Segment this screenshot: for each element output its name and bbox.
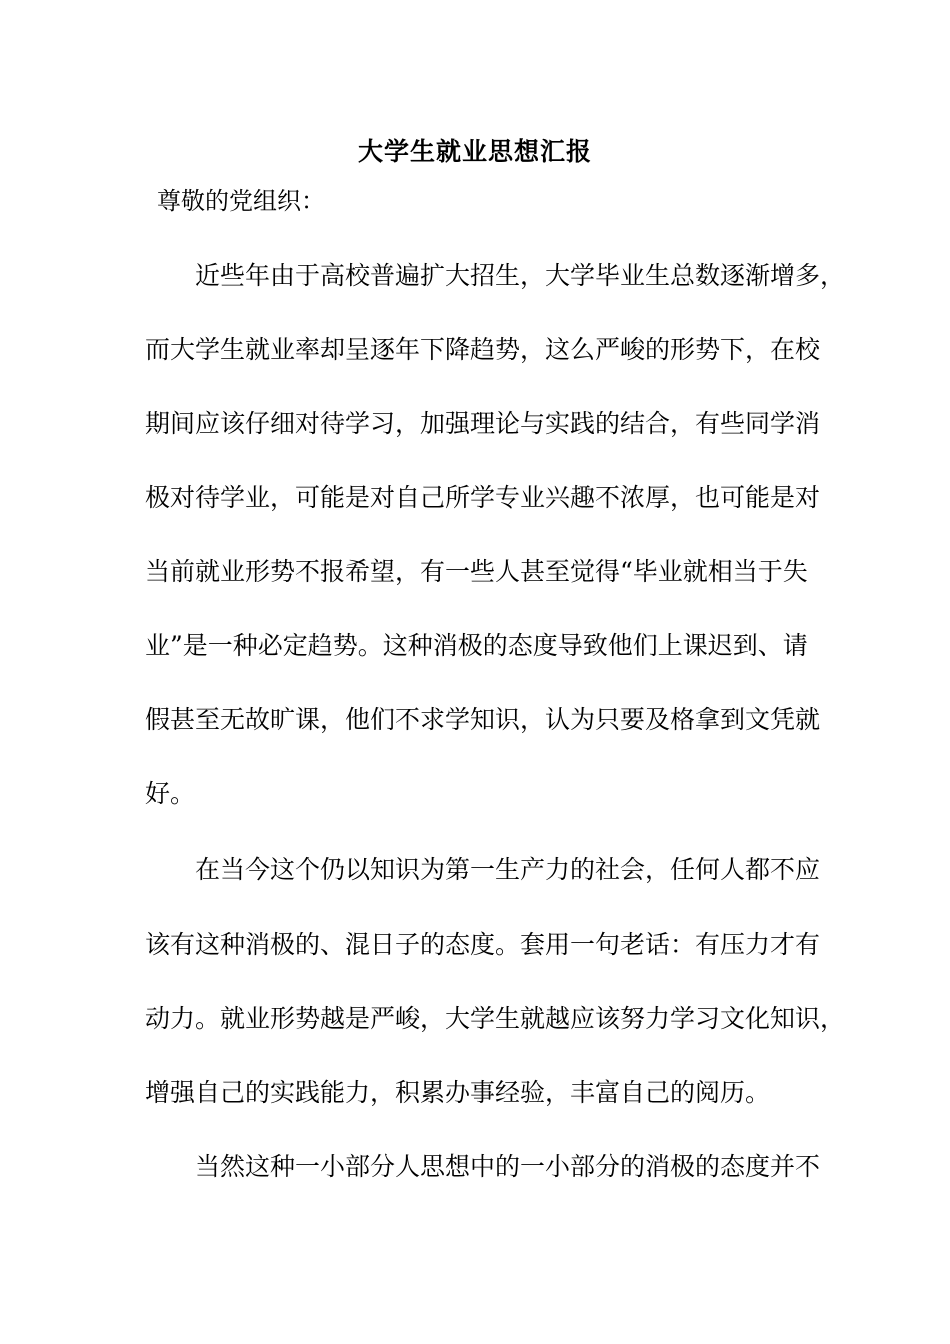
text-line: 当然这种一小部分人思想中的一小部分的消极的态度并不 — [145, 1152, 821, 1181]
text-line: 近些年由于高校普遍扩大招生，大学毕业生总数逐渐增多， — [145, 261, 846, 290]
text-line: 该有这种消极的、混日子的态度。套用一句老话：有压力才有 — [145, 930, 821, 959]
text-line: 动力。就业形势越是严峻，大学生就越应该努力学习文化知识， — [145, 1004, 846, 1033]
text-line: 极对待学业，可能是对自己所学专业兴趣不浓厚，也可能是对 — [145, 483, 821, 512]
text-line: 假甚至无故旷课，他们不求学知识，认为只要及格拿到文凭就 — [145, 705, 821, 734]
text-line: 好。 — [145, 779, 196, 808]
text-line: 增强自己的实践能力，积累办事经验，丰富自己的阅历。 — [145, 1078, 771, 1107]
document-title: 大学生就业思想汇报 — [357, 137, 592, 166]
text-line: 而大学生就业率却呈逐年下降趋势，这么严峻的形势下，在校 — [145, 335, 821, 364]
text-line: 期间应该仔细对待学习，加强理论与实践的结合，有些同学消 — [145, 409, 821, 438]
text-line: 在当今这个仍以知识为第一生产力的社会，任何人都不应 — [145, 855, 821, 884]
text-line: 业”是一种必定趋势。这种消极的态度导致他们上课迟到、请 — [145, 631, 808, 660]
salutation: 尊敬的党组织： — [157, 187, 325, 215]
text-line: 当前就业形势不报希望，有一些人甚至觉得“毕业就相当于失 — [145, 557, 808, 586]
